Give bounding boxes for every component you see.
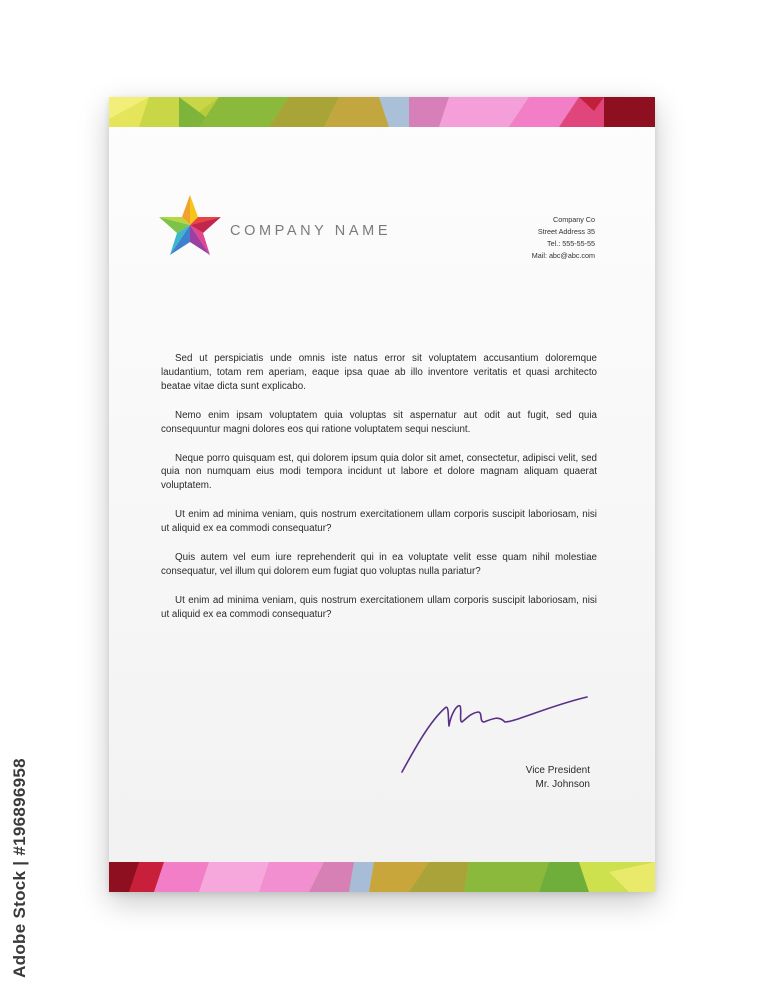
footer-color-band [109,862,655,892]
paragraph: Sed ut perspiciatis unde omnis iste natus error sit voluptatem accusantium doloremque laudantium, totam rem aperiam, eaque ipsa quae ab illo inventore veritatis et quasi architecto beatae vitae dicta sunt explicabo. [161,353,597,392]
paragraph: Ut enim ad minima veniam, quis nostrum exercitationem ullam corporis suscipit laboriosam, nisi ut aliquid ex ea commodi consequatur? [161,509,597,535]
contact-phone: Tel.: 555-55-55 [547,239,595,248]
watermark-text: Adobe Stock | #196896958 [10,758,29,978]
paragraph: Nemo enim ipsam voluptatem quia voluptas sit aspernatur aut odit aut fugit, sed quia consequuntur magni dolores eos qui ratione voluptatem sequi nesciunt. [161,409,597,435]
contact-block [532,214,595,262]
letter-body [161,352,597,637]
signer-title: Vice President [525,765,590,776]
signer-block [526,764,590,792]
contact-mail: Mail: abc@abc.com [531,251,595,260]
contact-address: Street Address 35 [537,227,595,236]
header-color-band [109,97,655,127]
star-icon [157,195,223,257]
signer-name: Mr. Johnson [535,779,590,790]
paragraph: Neque porro quisquam est, qui dolorem ipsum quia dolor sit amet, consectetur, adipisci velit, sed quia non numquam eius modi tempora incidunt ut labore et dolore magnam aliquam quaerat voluptatem. [161,452,597,492]
paragraph: Quis autem vel eum iure reprehenderit qui in ea voluptate velit esse quam nihil molestiae consequatur, vel illum qui dolorem eum fugiat quo voluptas nulla pariatur? [161,552,597,577]
paragraph: Ut enim ad minima veniam, quis nostrum exercitationem ullam corporis suscipit laboriosam, nisi ut aliquid ex ea commodi consequatur? [161,594,597,620]
company-name: COMPANY NAME [230,223,392,239]
contact-company: Company Co [553,215,595,224]
letter-sheet [109,97,655,892]
stock-watermark [6,748,34,988]
